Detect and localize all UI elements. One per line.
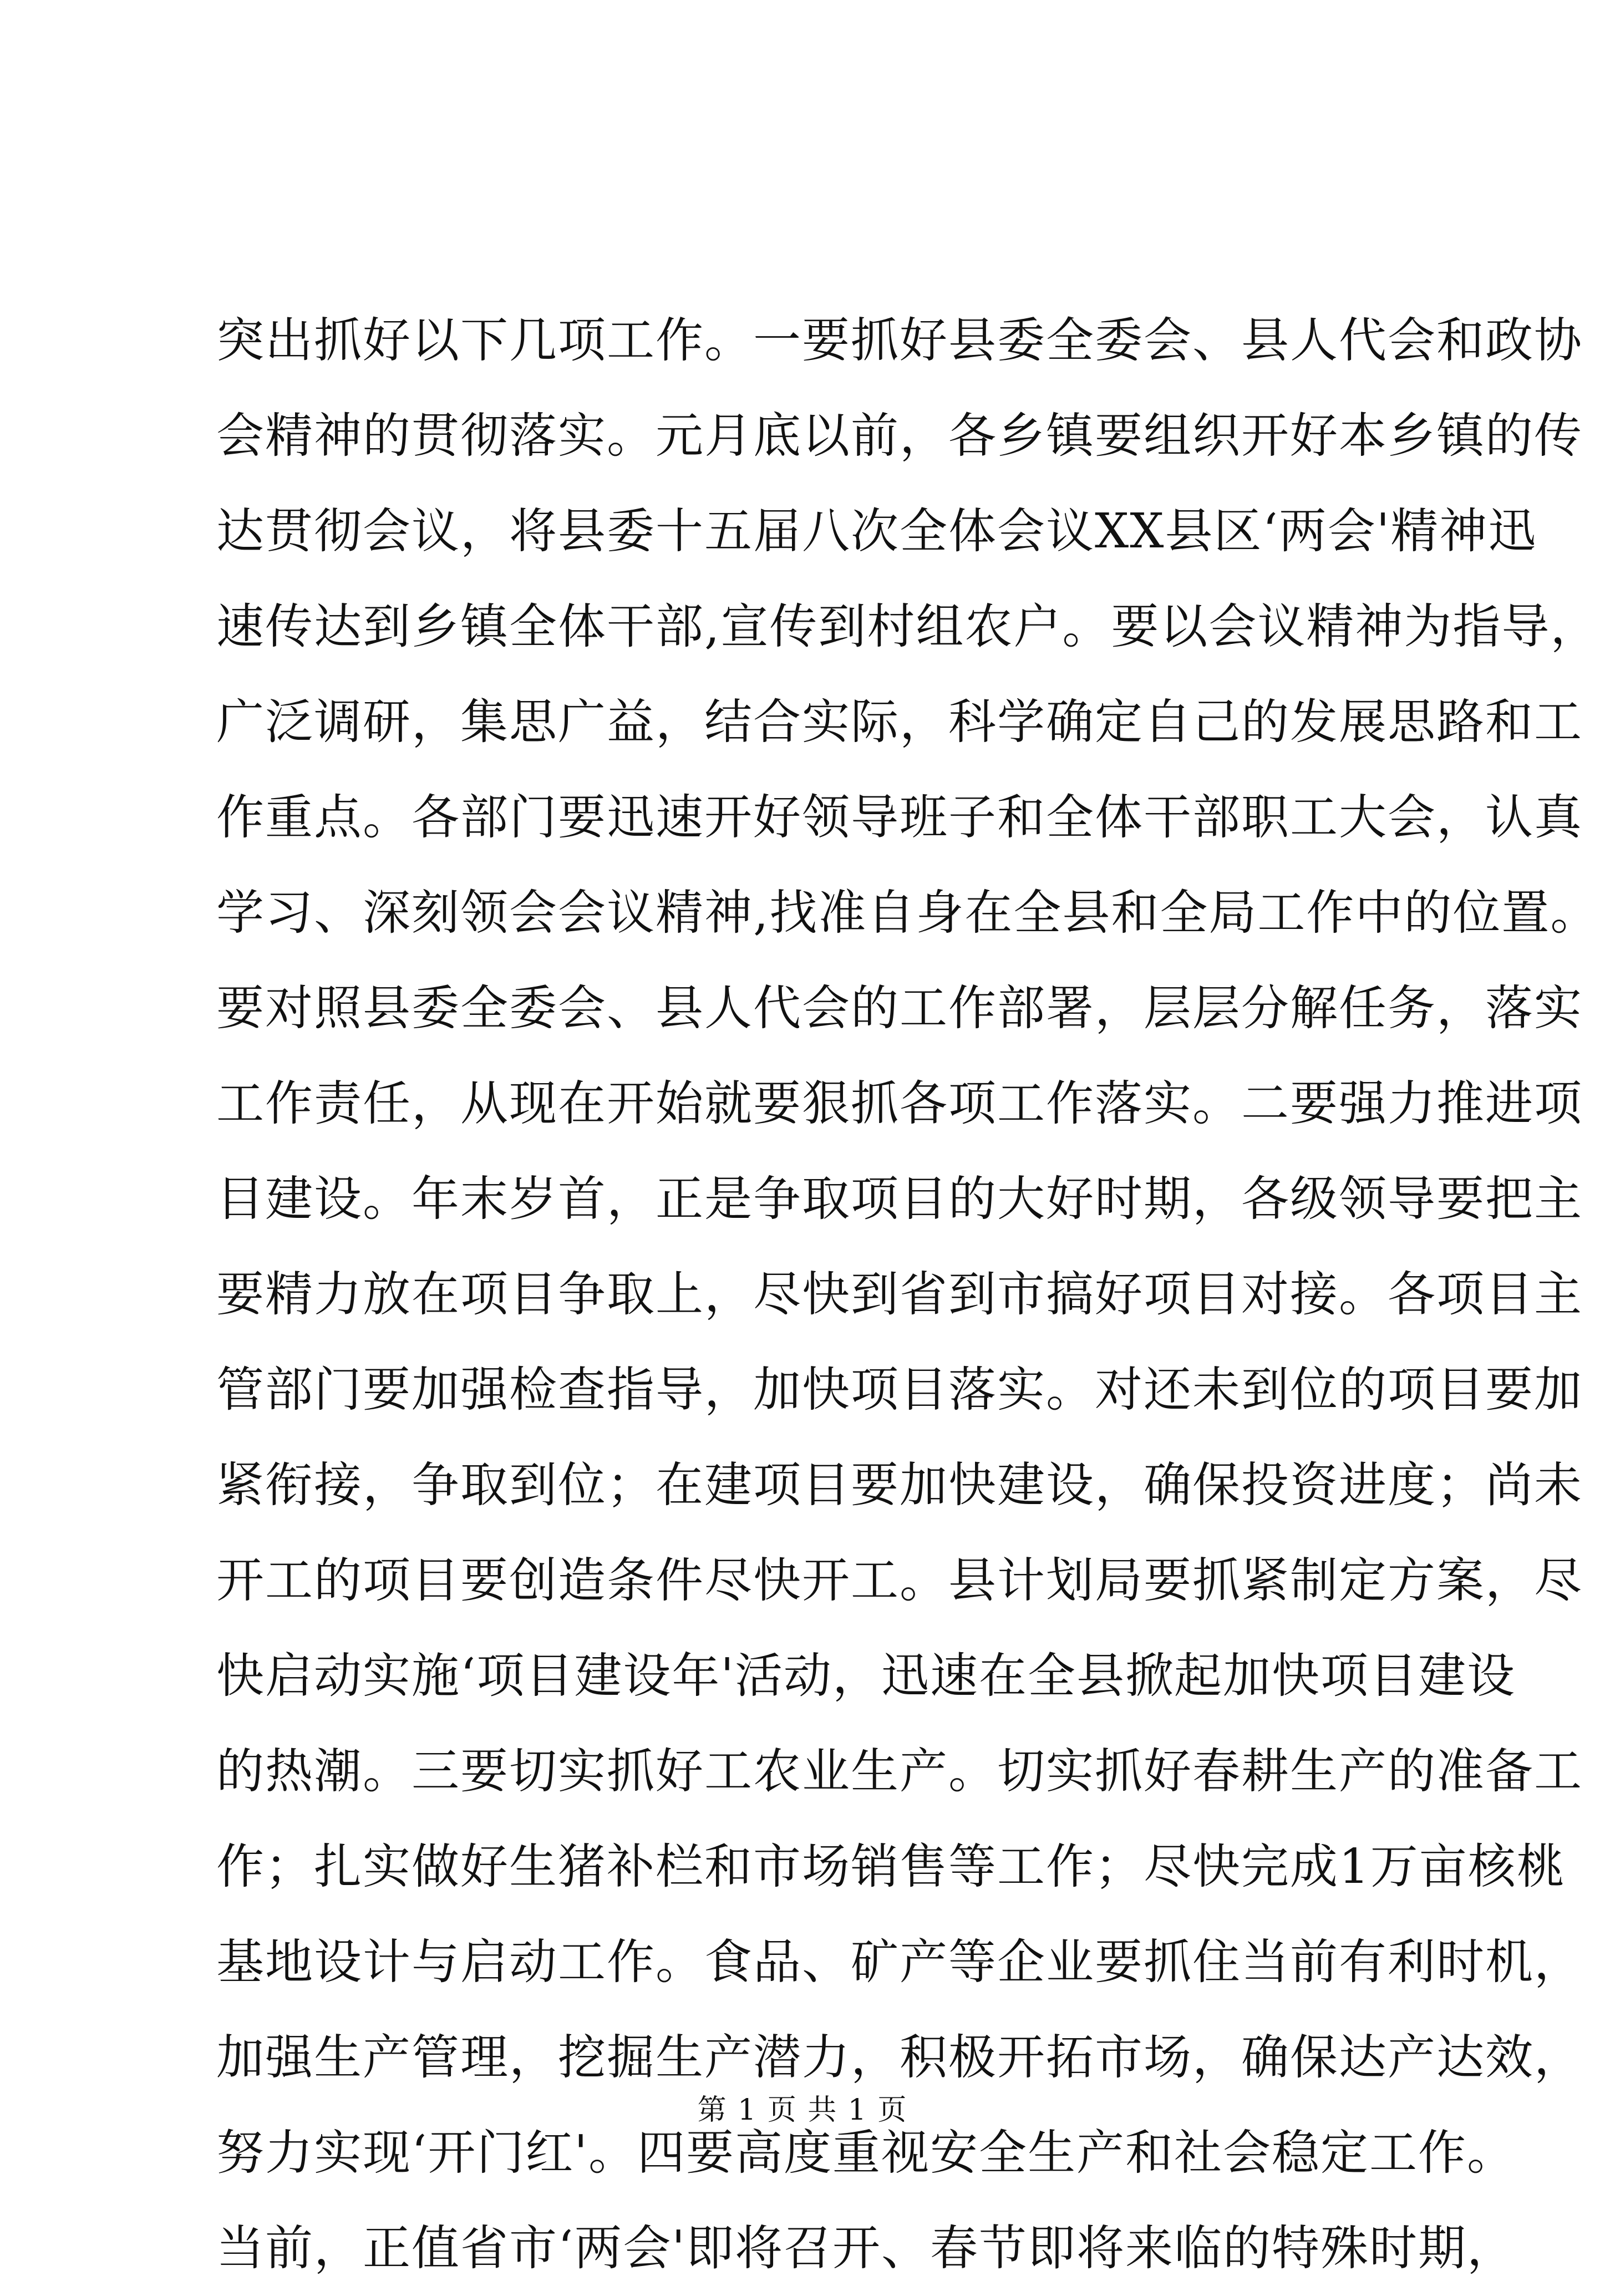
text-line: 紧衔接，争取到位；在建项目要加快建设，确保投资进度；尚未: [216, 1457, 1583, 1513]
text-line: 管部门要加强检查指导，加快项目落实。对还未到位的项目要加: [216, 1362, 1583, 1418]
text-line: 目建设。年末岁首，正是争取项目的大好时期，各级领导要把主: [216, 1171, 1583, 1227]
text-line: 广泛调研，集思广益，结合实际，科学确定自己的发展思路和工: [216, 694, 1583, 750]
text-line: 要精力放在项目争取上，尽快到省到市搞好项目对接。各项目主: [216, 1267, 1583, 1322]
text-line: 工作责任，从现在开始就要狠抓各项工作落实。二要强力推进项: [216, 1076, 1583, 1131]
body-text: [216, 293, 1599, 2296]
text-line: 快启动实施‘项目建设年'活动，迅速在全县掀起加快项目建设: [216, 1648, 1516, 1704]
text-line: 基地设计与启动工作。食品、矿产等企业要抓住当前有利时机，: [216, 1934, 1583, 1990]
text-line: 要对照县委全委会、县人代会的工作部署，层层分解任务，落实: [216, 981, 1583, 1036]
text-line: 达贯彻会议，将县委十五届八次全体会议XX县区‘两会'精神迅: [216, 504, 1537, 559]
text-line: 努力实现‘开门红'。四要高度重视安全生产和社会稳定工作。: [216, 2125, 1516, 2181]
text-line: 当前，正值省市‘两会'即将召开、春节即将来临的特殊时期，: [216, 2221, 1516, 2276]
text-line: 开工的项目要创造条件尽快开工。县计划局要抓紧制定方案，尽: [216, 1553, 1583, 1608]
text-line: 突出抓好以下几项工作。一要抓好县委全委会、县人代会和政协: [216, 313, 1583, 368]
text-line: 作；扎实做好生猪补栏和市场销售等工作；尽快完成1万亩核桃: [216, 1839, 1566, 1894]
text-line: 会精神的贯彻落实。元月底以前，各乡镇要组织开好本乡镇的传: [216, 408, 1583, 464]
page-number-footer: 第 1 页 共 1 页: [697, 2094, 908, 2127]
text-line: 加强生产管理，挖掘生产潜力，积极开拓市场，确保达产达效，: [216, 2030, 1583, 2085]
text-line: 的热潮。三要切实抓好工农业生产。切实抓好春耕生产的准备工: [216, 1744, 1583, 1799]
text-line: 作重点。各部门要迅速开好领导班子和全体干部职工大会，认真: [216, 790, 1583, 845]
text-line: 速传达到乡镇全体干部,宣传到村组农户。要以会议精神为指导，: [216, 599, 1599, 654]
text-line: 学习、深刻领会会议精神,找准自身在全县和全局工作中的位置。: [216, 885, 1599, 941]
